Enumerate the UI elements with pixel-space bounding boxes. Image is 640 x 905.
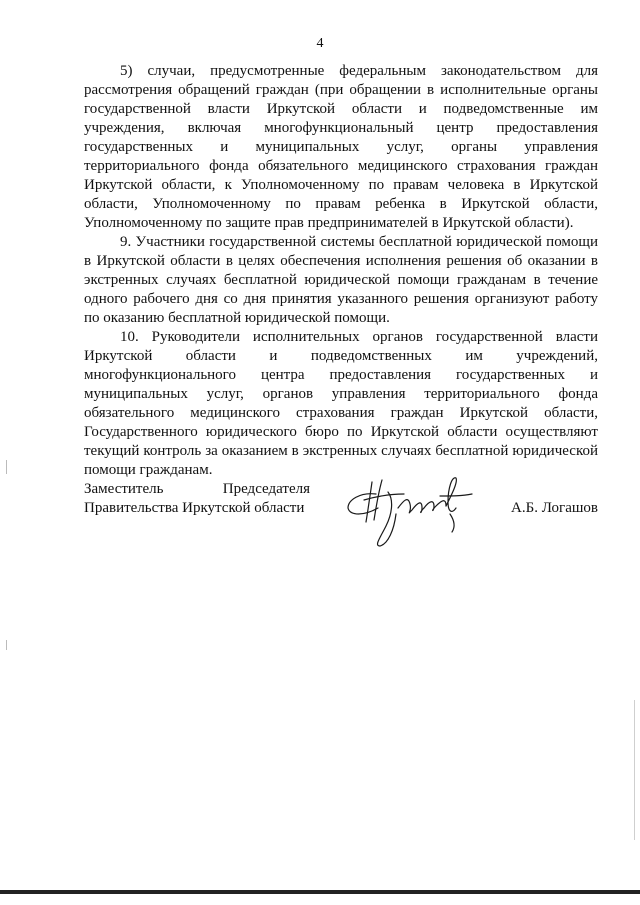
signatory-position-word1: Заместитель xyxy=(84,481,164,497)
handwritten-signature xyxy=(338,474,488,552)
signatory-position-line2: Правительства Иркутской области xyxy=(84,500,305,516)
signatory-position-line1 xyxy=(84,480,310,499)
signatory-name: А.Б. Логашов xyxy=(511,500,598,516)
signatory-position-word2: Председателя xyxy=(222,481,310,497)
scan-bottom-edge xyxy=(0,890,640,894)
scan-artifact-left xyxy=(6,460,7,474)
page-number: 4 xyxy=(316,36,324,51)
paragraph-item-5: 5) случаи, предусмотренные федеральным законодательством для рассмотрения обращений граждан (при обращении в исполнительные органы государственной власти Иркутской области и подведомственные им учреждения, включая многофункциональный центр предоставления государственных и муниципальных услуг, органы управления территориального фонда обязательного медицинского страхования граждан Иркутской области, к Уполномоченному по правам человека в Иркутской области, Уполномоченному по правам ребенка в Иркутской области, Уполномоченному по защите прав предпринимателей в Иркутской области). xyxy=(84,63,598,231)
document-body xyxy=(84,62,598,480)
scan-artifact-right xyxy=(634,700,635,840)
scan-artifact-left-lower xyxy=(6,640,7,650)
signature-block xyxy=(84,480,598,560)
paragraph-clause-10: 10. Руководители исполнительных органов государственной власти Иркутской области и подведомственных им учреждений, многофункционального центра предоставления государственных и муниципальных услуг, органов управления территориального фонда обязательного медицинского страхования граждан Иркутской области, Государственного юридического бюро по Иркутской области осуществляют текущий контроль за оказанием в экстренных случаях бесплатной юридической помощи гражданам. xyxy=(84,329,598,478)
signatory-position xyxy=(84,480,310,518)
paragraph-clause-9: 9. Участники государственной системы бесплатной юридической помощи в Иркутской области в целях обеспечения исполнения решения об оказании в экстренных случаях бесплатной юридической помощи гражданам в течение одного рабочего дня со дня принятия указанного решения организуют работу по оказанию бесплатной юридической помощи. xyxy=(84,234,598,326)
